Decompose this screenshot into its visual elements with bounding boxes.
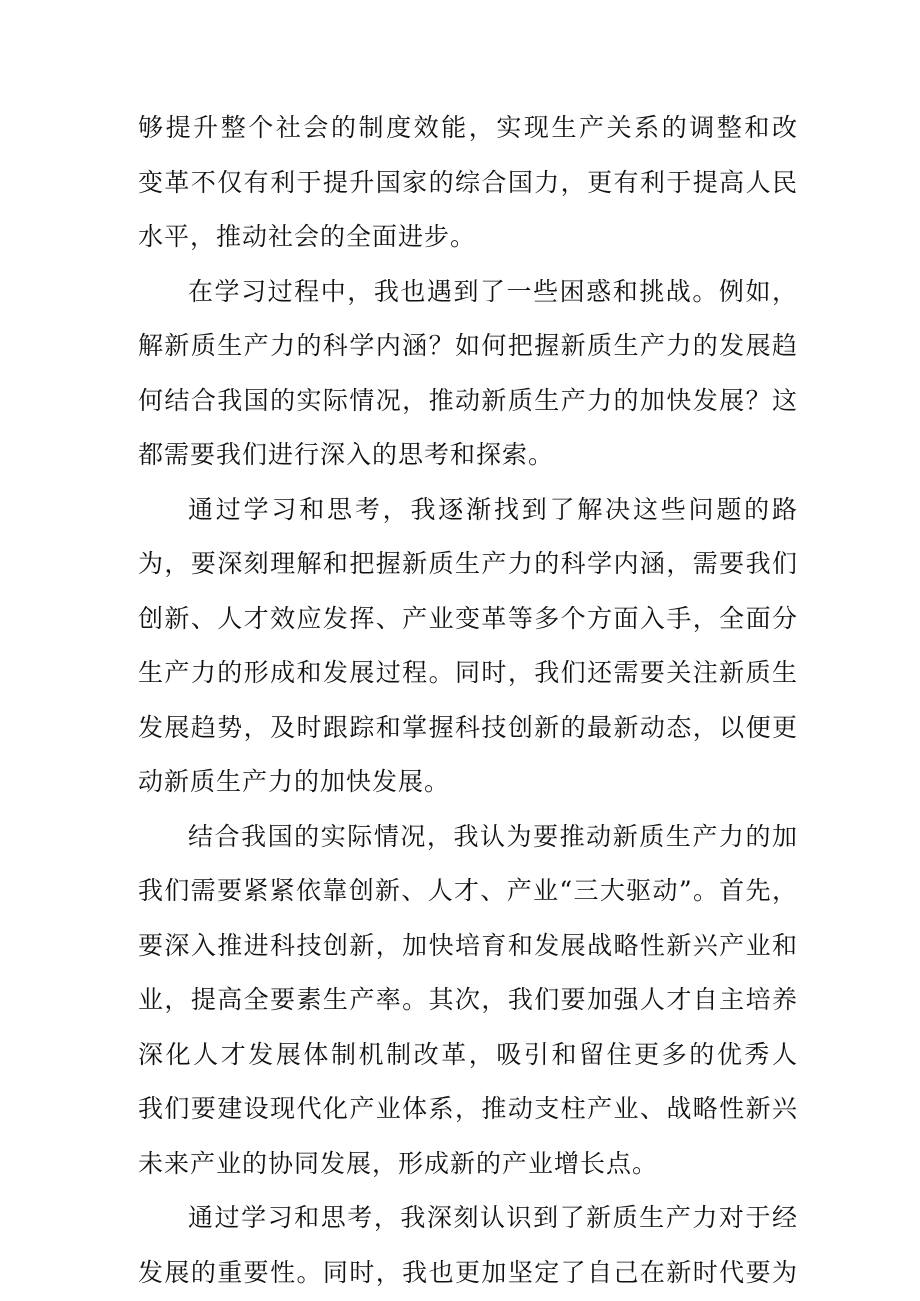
text-line: 都需要我们进行深入的思考和探索。: [138, 440, 555, 469]
text-line: 为，要深刻理解和把握新质生产力的科学内涵，需要我们: [138, 549, 798, 578]
text-line: 业，提高全要素生产率。其次，我们要加强人才自主培养: [138, 985, 798, 1014]
text-line: 通过学习和思考，我逐渐找到了解决这些问题的路: [188, 494, 798, 524]
text-line: 我们需要紧紧依靠创新、人才、产业“三大驱动”。首先，: [138, 876, 798, 905]
paragraph: [138, 265, 798, 483]
text-line: 发展趋势，及时跟踪和掌握科技创新的最新动态，以便更: [138, 712, 798, 742]
text-line: 变革不仅有利于提升国家的综合国力，更有利于提高人民: [138, 167, 798, 197]
text-line: 解新质生产力的科学内涵？如何把握新质生产力的发展趋: [138, 331, 798, 360]
text-line: 水平，推动社会的全面进步。: [138, 222, 477, 251]
text-line: 动新质生产力的加快发展。: [138, 767, 451, 796]
text-line: 通过学习和思考，我深刻认识到了新质生产力对于经: [188, 1203, 798, 1232]
paragraph: [138, 810, 798, 1192]
text-line: 结合我国的实际情况，我认为要推动新质生产力的加: [188, 821, 798, 851]
text-line: 生产力的形成和发展过程。同时，我们还需要关注新质生: [138, 658, 798, 687]
text-line: 在学习过程中，我也遇到了一些困惑和挑战。例如，: [188, 276, 798, 306]
text-line: 未来产业的协同发展，形成新的产业增长点。: [138, 1148, 659, 1178]
paragraph: [138, 1191, 798, 1300]
document-body: [138, 101, 798, 1300]
text-line: 够提升整个社会的制度效能，实现生产关系的调整和改: [138, 113, 798, 142]
paragraph: [138, 483, 798, 810]
text-line: 何结合我国的实际情况，推动新质生产力的加快发展？这: [138, 385, 798, 415]
text-line: 深化人才发展体制机制改革，吸引和留住更多的优秀人: [138, 1039, 798, 1069]
paragraph: [138, 101, 798, 265]
text-line: 发展的重要性。同时，我也更加坚定了自己在新时代要为: [138, 1257, 798, 1287]
text-line: 要深入推进科技创新，加快培育和发展战略性新兴产业和: [138, 930, 798, 960]
text-line: 我们要建设现代化产业体系，推动支柱产业、战略性新兴: [138, 1094, 798, 1123]
text-line: 创新、人才效应发挥、产业变革等多个方面入手，全面分: [138, 603, 798, 633]
